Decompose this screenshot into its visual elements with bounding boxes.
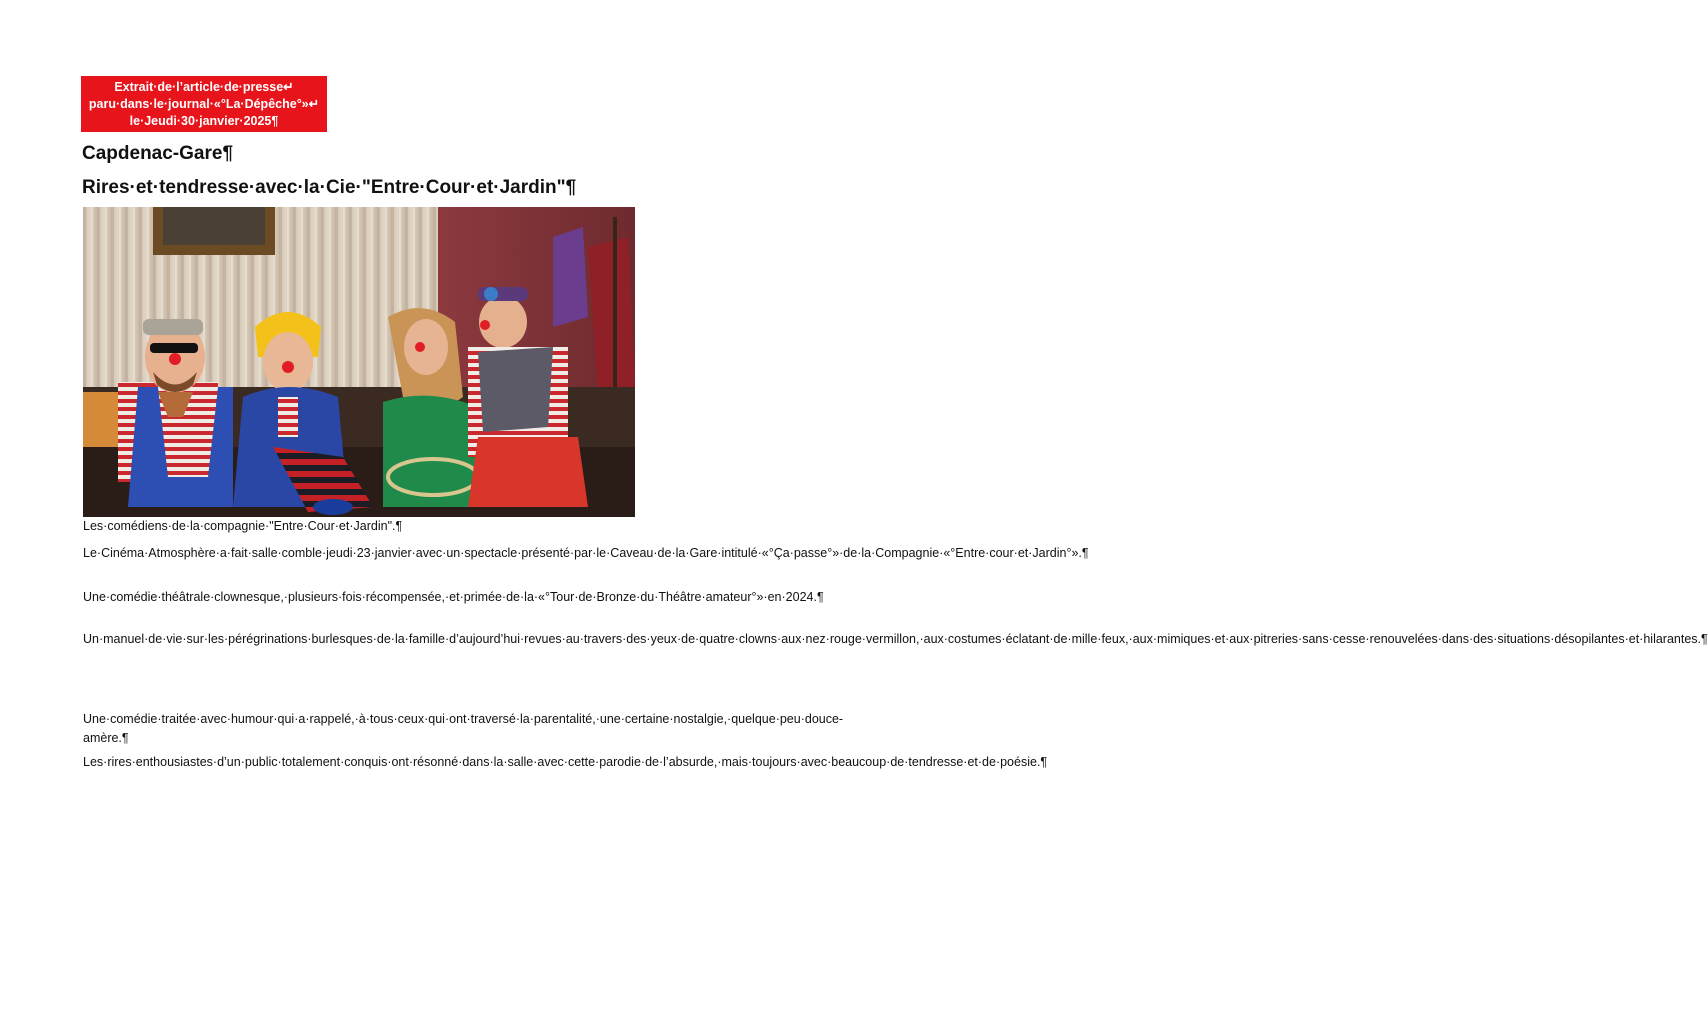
headline-title: Rires·et·tendresse·avec·la·Cie·"Entre·Cour·et·Jardin"¶ xyxy=(82,177,577,198)
article-paragraph: Une·comédie·théâtrale·clownesque,·plusieurs·fois·récompensée,·et·primée·de·la·«°Tour·de·Bronze·du·Théâtre·amateur°»·en·2024.¶ xyxy=(83,590,824,604)
article-paragraph: Une·comédie·traitée·avec·humour·qui·a·rappelé,·à·tous·ceux·qui·ont·traversé·la·parentalité,·une·certaine·nostalgie,·quelque·peu·douce-amère.¶ xyxy=(83,712,844,745)
article-paragraph: Un·manuel·de·vie·sur·les·pérégrinations·burlesques·de·la·famille·d’aujourd’hui·revues·au·travers·des·yeux·de·quatre·clowns·aux·nez·rouge·vermillon,·aux·costumes·éclatant·de·mille·feux,·aux·mimiques·et·aux·pitreries·sans·cesse·renouvelées·dans·des·situations·désopilantes·et·hilarantes.¶ xyxy=(83,632,1708,646)
clowns-performance-photo xyxy=(83,207,635,517)
headline-town: Capdenac-Gare¶ xyxy=(82,143,234,164)
press-box-line-3: le·Jeudi·30·janvier·2025¶ xyxy=(129,114,279,128)
article-paragraph: Le·Cinéma·Atmosphère·a·fait·salle·comble·jeudi·23·janvier·avec·un·spectacle·présenté·par·le·Caveau·de·la·Gare·intitulé·«°Ça·passe°»·de·la·Compagnie·«°Entre·cour·et·Jardin°».¶ xyxy=(83,546,1089,560)
press-excerpt-box xyxy=(81,76,327,132)
press-box-line-2: paru·dans·le·journal·«°La·Dépêche°»↵ xyxy=(88,97,320,111)
article-paragraph: Les·rires·enthousiastes·d’un·public·totalement·conquis·ont·résonné·dans·la·salle·avec·cette·parodie·de·l’absurde,·mais·toujours·avec·beaucoup·de·tendresse·et·de·poésie.¶ xyxy=(83,755,1048,769)
photo-caption: Les·comédiens·de·la·compagnie·"Entre·Cour·et·Jardin".¶ xyxy=(83,519,403,533)
photo-illustration xyxy=(83,207,635,517)
press-box-line-1: Extrait·de·l’article·de·presse↵ xyxy=(114,80,294,94)
